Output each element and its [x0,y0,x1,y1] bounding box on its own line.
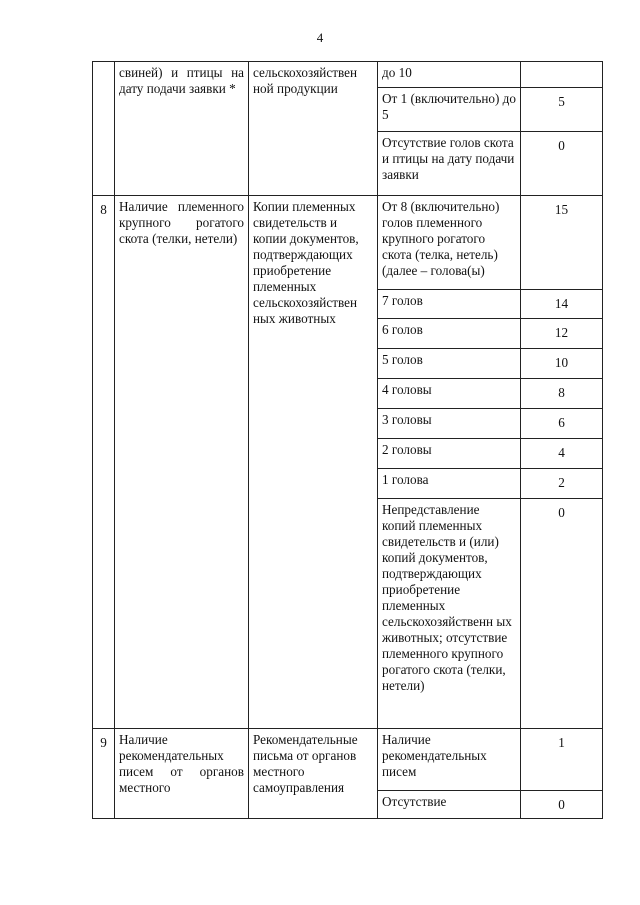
table-row [93,196,603,290]
criterion-cell: 4 головы [378,379,521,409]
document-cell: Копии племенных свидетельств и копии документов, подтверждающих приобретение племенных сельскохозяйствен ных животных [249,196,378,729]
criterion-cell: От 8 (включительно) голов племенного крупного рогатого скота (телка, нетель) (далее – голова(ы) [378,196,521,290]
row-number-cell: 8 [93,196,115,729]
table-row [93,62,603,88]
indicator-cell: свиней) и птицы на дату подачи заявки * [115,62,249,196]
points-cell: 0 [521,791,603,819]
criterion-cell: Непредставление копий племенных свидетельств и (или) копий документов, подтверждающих приобретение племенных сельскохозяйственн ых животных; отсутствие племенного крупного рогатого скота (телки, нетели) [378,499,521,729]
table-row [93,729,603,791]
criterion-cell: От 1 (включительно) до 5 [378,88,521,132]
indicator-cell: Наличие рекомендательных писем от органов местного [115,729,249,819]
criterion-cell: Отсутствие голов скота и птицы на дату подачи заявки [378,132,521,196]
points-cell: 2 [521,469,603,499]
criterion-cell: 5 голов [378,349,521,379]
points-cell: 8 [521,379,603,409]
criterion-cell: 3 головы [378,409,521,439]
points-cell: 12 [521,319,603,349]
criterion-cell: 2 головы [378,439,521,469]
criteria-table [92,61,603,819]
points-cell: 1 [521,729,603,791]
criterion-cell: до 10 [378,62,521,88]
indicator-cell: Наличие племенного крупного рогатого скота (телки, нетели) [115,196,249,729]
points-cell: 6 [521,409,603,439]
points-cell: 15 [521,196,603,290]
points-cell: 5 [521,88,603,132]
points-cell: 0 [521,132,603,196]
criterion-cell: Наличие рекомендательных писем [378,729,521,791]
points-cell: 10 [521,349,603,379]
criterion-cell: 1 голова [378,469,521,499]
points-cell [521,62,603,88]
points-cell: 0 [521,499,603,729]
criterion-cell: 6 голов [378,319,521,349]
criterion-cell: Отсутствие [378,791,521,819]
row-number-cell [93,62,115,196]
points-cell: 4 [521,439,603,469]
points-cell: 14 [521,290,603,319]
document-cell: Рекомендательные письма от органов местного самоуправления [249,729,378,819]
page-number: 4 [316,30,324,45]
criterion-cell: 7 голов [378,290,521,319]
document-cell: сельскохозяйствен ной продукции [249,62,378,196]
row-number-cell: 9 [93,729,115,819]
